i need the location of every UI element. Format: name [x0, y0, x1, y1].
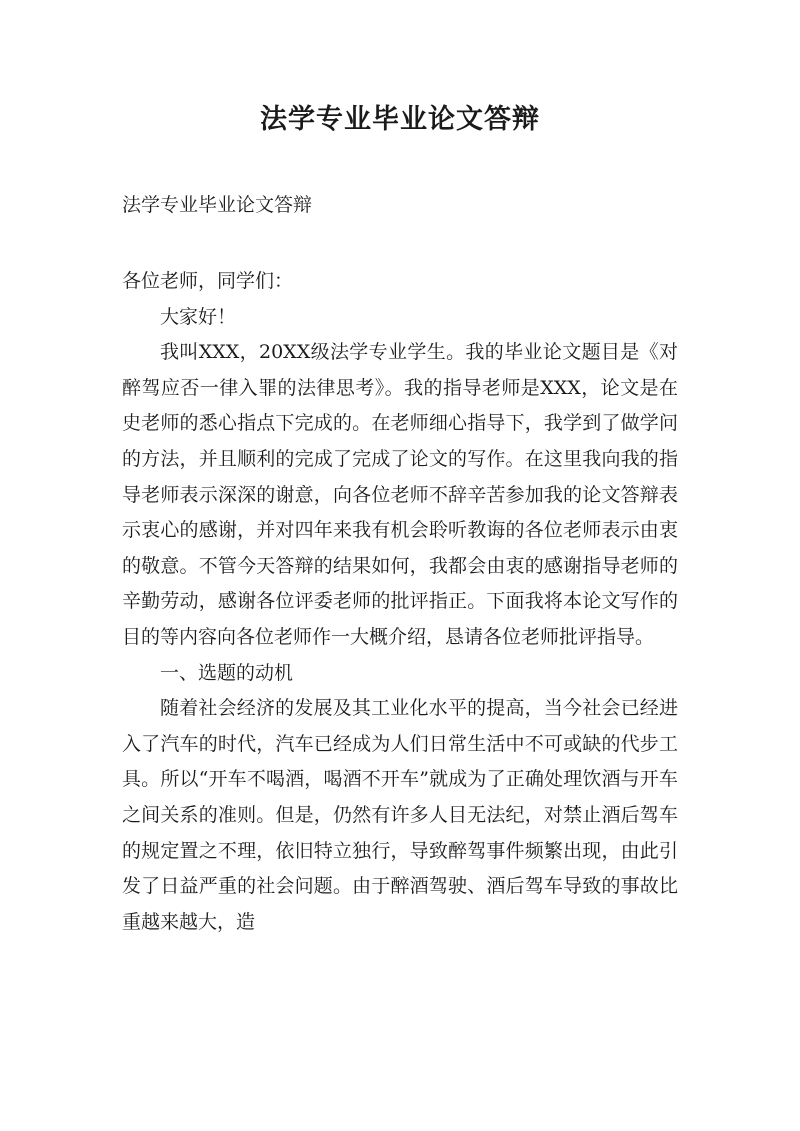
introduction-paragraph: 我叫XXX，20XX级法学专业学生。我的毕业论文题目是《对醉驾应否一律入罪的法律思考》。我的指导老师是XXX，论文是在史老师的悉心指点下完成的。在老师细心指导下，我学到了做学问的方法，并且顺利的完成了完成了论文的写作。在这里我向我的指导老师表示深深的谢意，向各位老师不辞辛苦参加我的论文答辩表示衷心的感谢，并对四年来我有机会聆听教诲的各位老师表示由衷的敬意。不管今天答辩的结果如何，我都会由衷的感谢指导老师的辛勤劳动，感谢各位评委老师的批评指正。下面我将本论文写作的目的等内容向各位老师作一大概介绍，恳请各位老师批评指导。 [122, 341, 678, 648]
document-subtitle: 法学专业毕业论文答辩 [122, 194, 313, 216]
document-body [122, 264, 678, 940]
motivation-paragraph: 随着社会经济的发展及其工业化水平的提高，当今社会已经进入了汽车的时代，汽车已经成为人们日常生活中不可或缺的代步工具。所以“开车不喝酒，喝酒不开车”就成为了正确处理饮酒与开车之间关系的准则。但是，仍然有许多人目无法纪，对禁止酒后驾车的规定置之不理，依旧特立独行，导致醉驾事件频繁出现，由此引发了日益严重的社会问题。由于醉酒驾驶、酒后驾车导致的事故比重越来越大，造 [122, 697, 678, 933]
salutation: 各位老师，同学们： [122, 270, 294, 292]
document-title: 法学专业毕业论文答辩 [260, 104, 540, 135]
section-heading-motivation: 一、选题的动机 [160, 661, 294, 684]
greeting: 大家好！ [160, 305, 237, 328]
